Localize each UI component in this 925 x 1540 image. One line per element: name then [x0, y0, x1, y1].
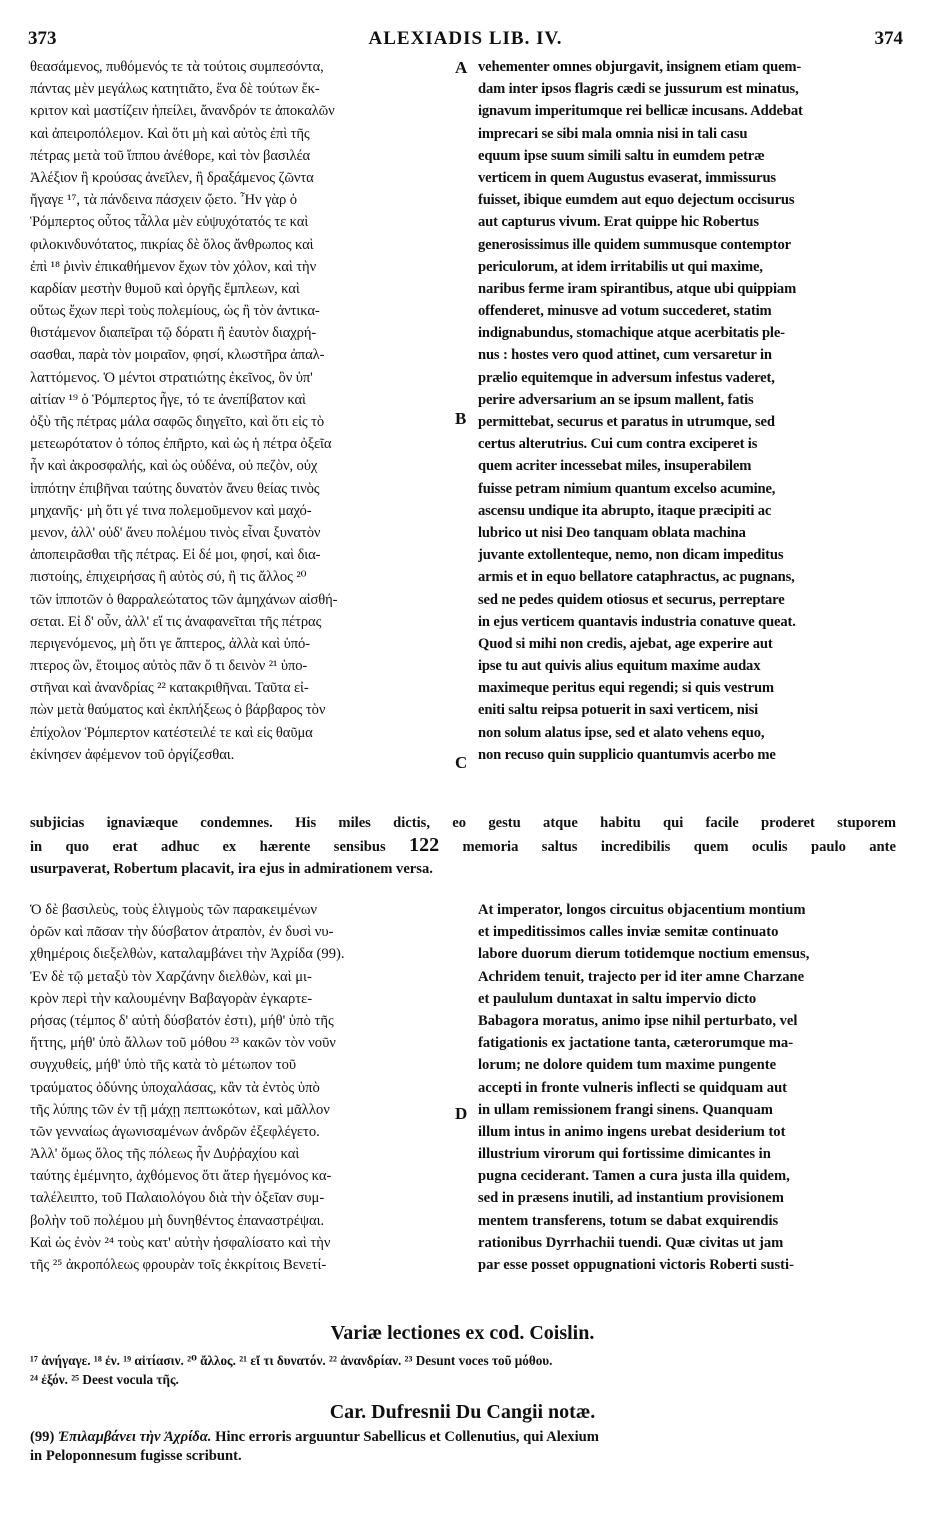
full-width-line-2: in quo erat adhuc ex hærente sensibus 122 memoria saltus incredibilis quem oculis paulo ante [30, 834, 896, 857]
greek-text-line: χθημέροις διεξελθὼν, καταλαμβάνει τὴν Ἀχρίδα (99). [30, 946, 345, 963]
latin-column-bottom [478, 899, 894, 1276]
note-lemma: Ἐπιλαμβάνει τὴν Ἀχρίδα. [57, 1429, 212, 1445]
latin-text-line: sed in præsens inutili, ad instantium provisionem [478, 1190, 784, 1207]
note-number: (99) [30, 1429, 55, 1445]
latin-text-line: ignavum imperitumque rei bellicæ incusans. Addebat [478, 103, 803, 120]
latin-text-line: permittebat, securus et paratus in utrumque, sed [478, 414, 775, 430]
greek-text-line: ἐκίνησεν ἀφέμενον τοῦ ὀργίζεσθαι. [30, 746, 235, 763]
margin-letter-d: D [455, 1104, 468, 1123]
latin-text-line: Achridem tenuit, trajecto per id iter amne Charzane [478, 968, 805, 985]
latin-text-line: par esse posset oppugnationi victoris Roberti susti- [478, 1257, 794, 1273]
running-title: ALEXIADIS LIB. IV. [368, 28, 563, 49]
latin-text-line: et paululum duntaxat in saltu impervio dicto [478, 990, 757, 1007]
latin-text-line: equum ipse suum simili saltu in eumdem petræ [478, 147, 765, 164]
note-99-line-2: in Peloponnesum fugisse scribunt. [30, 1448, 242, 1464]
latin-text-line: At imperator, longos circuitus objacentium montium [478, 902, 806, 918]
greek-text-line: σασθαι, παρὰ τὸν μοιραῖον, φησί, κλωστῆρα ἀπαλ- [30, 347, 325, 364]
latin-text-line: et impeditissimos calles inviæ semitæ continuato [478, 924, 779, 941]
greek-text-line: ἥττης, μήθ' ὑπὸ ἄλλων τοῦ μόθου ²³ κακῶν τὸν νοῦν [30, 1035, 336, 1052]
greek-text-line: φιλοκινδυνότατος, πικρίας δὲ ὅλος ἄνθρωπος καὶ [30, 236, 314, 253]
greek-text-line: μηχανῆς· μὴ ὅτι γέ τινα πολεμοῦμενον καὶ μαχό- [30, 502, 312, 519]
greek-text-line: τῶν ἱπποτῶν ὁ θαρραλεώτατος τῶν ἀμηχάνων αἰσθή- [30, 591, 338, 608]
greek-text-line: αἰτίαν ¹⁹ ὁ Ῥόμπερτος ἦγε, τό τε ἀνεπίβατον καὶ [30, 391, 306, 408]
greek-text-line: ἐπίχολον Ῥόμπερτον κατέστειλέ τε καὶ εἰς θαῦμα [30, 724, 313, 741]
latin-text-line: pugna ceciderant. Tamen a cura justa illa quidem, [478, 1168, 790, 1185]
latin-text-line: illustrium virorum qui fortissime dimicantes in [478, 1146, 771, 1163]
greek-column-top [30, 56, 462, 766]
greek-text-line: ἦν καὶ ἀκροσφαλής, καὶ ὡς οὐδένα, οὐ πεζὸν, οὐχ [30, 458, 318, 475]
latin-text-line: armis et in equo bellatore cataphractus, ac pugnans, [478, 569, 795, 586]
margin-letter-b: B [455, 409, 467, 428]
greek-text-line: ρήσας (τέμπος δ' αὐτὴ δύσβατόν ἐστι), μήθ' ὑπὸ τῆς [30, 1012, 334, 1029]
greek-text-line: ἤγαγε ¹⁷, τὰ πάνδεινα πάσχειν ᾤετο. Ἦν γὰρ ὁ [30, 192, 297, 209]
latin-text-line: perire adversarium an se ipsum mallent, fatis [478, 391, 754, 408]
greek-text-line: σεται. Εἰ δ' οὖν, ἀλλ' εἴ τις ἀναφανεῖται τῆς πέτρας [30, 613, 322, 630]
greek-text-line: Ἐν δὲ τῷ μεταξὺ τὸν Χαρζάνην διελθὼν, καὶ μι- [30, 968, 312, 985]
margin-letter-c: C [455, 753, 468, 772]
column-number: 122 [409, 834, 440, 857]
page-number-right: 374 [874, 28, 903, 49]
variae-line-2: ²⁴ ἐξόν. ²⁵ Deest vocula τῆς. [30, 1372, 179, 1387]
full-width-line-1: subjicias ignaviæque condemnes. His miles dictis, eo gestu atque habitu qui facile proderet stuporem [30, 815, 896, 831]
greek-text-line: Ἀλέξιον ἢ κρούσας ἀνεῖλεν, ἢ δραξάμενος ζῶντα [30, 169, 314, 186]
greek-text-line: τῶν γενναίως ἀγωνισαμένων ἀνδρῶν ἐξεφλέγετο. [30, 1123, 320, 1140]
latin-text-line: eniti saltu reipsa potuerit in saxi verticem, nisi [478, 702, 759, 719]
greek-text-line: πέτρας μετὰ τοῦ ἵππου ἀνέθορε, καὶ τὸν βασιλέα [30, 147, 311, 164]
greek-text-line: ταύτης ἐμέμνητο, ἀχθόμενος ὅτι ἄτερ ἡγεμόνος κα- [30, 1168, 332, 1185]
latin-text-line: lubrico ut nisi Deo tanquam oblata machina [478, 524, 746, 541]
greek-text-line: Ῥόμπερτος οὗτος τἆλλα μὲν εὐψυχότατός τε καὶ [30, 214, 309, 231]
latin-text-line: in ejus verticem quantavis industria conatuve queat. [478, 613, 796, 630]
greek-text-line: πάντας μὲν μεγάλως κατητιᾶτο, ἕνα δὲ τούτων ἔκ- [30, 81, 320, 98]
latin-text-line: illum intus in animo ingens urebat desiderium tot [478, 1123, 786, 1140]
latin-text-line: accepti in fronte vulneris inflecti se quidquam aut [478, 1079, 788, 1096]
greek-text-line: ἐπὶ ¹⁸ ῥινὶν ἐπικαθήμενον ἔχων τὸν χόλον, καὶ τὴν [30, 258, 317, 275]
latin-text-line: fatigationis ex jactatione tanta, cæterorumque ma- [478, 1035, 794, 1052]
latin-text-line: quem acriter incessebat miles, insuperabilem [478, 458, 752, 475]
latin-column-top [478, 56, 894, 766]
page-header [28, 28, 903, 54]
greek-text-line: ταλέλειπτο, τοῦ Παλαιολόγου διὰ τὴν ὀξεῖαν συμ- [30, 1190, 325, 1207]
greek-text-line: πτερος ὢν, ἕτοιμος αὐτὸς πᾶν ὅ τι δεινὸν ²¹ ὑπο- [30, 658, 308, 675]
greek-text-line: Ἀλλ' ὅμως ὅλος τῆς πόλεως ἦν Δυῤῥαχίου καὶ [30, 1146, 300, 1163]
greek-text-line: Καὶ ὡς ἐνὸν ²⁴ τοὺς κατ' αὐτὴν ἠσφαλίσατο καὶ τὴν [30, 1234, 331, 1251]
page-number-left: 373 [28, 28, 57, 49]
variae-line-1: ¹⁷ ἀνήγαγε. ¹⁸ ἐν. ¹⁹ αἰτίασιν. ²⁰ ἄλλος. ²¹ εἴ τι δυνατόν. ²² ἀνανδρίαν. ²³ Desunt voces τοῦ μόθου. [30, 1353, 553, 1368]
latin-text-line: mentem transferens, totum se dabat exquirendis [478, 1212, 779, 1229]
greek-text-line: καὶ ἀπειροπόλεμον. Καὶ ὅτι μὴ καὶ αὐτὸς ἐπὶ τῆς [30, 125, 310, 142]
full-width-paragraph [30, 812, 896, 881]
latin-text-line: ascensu undique ita abrupto, itaque præcipiti ac [478, 502, 772, 519]
latin-text-line: fuisset, ibique eumdem aut equo dejectum occisurus [478, 192, 795, 209]
greek-text-line: πὼν μετὰ θαύματος καὶ ἐκπλήξεως ὁ βάρβαρος τὸν [30, 702, 326, 719]
note-99-line-1 [30, 1427, 896, 1447]
greek-text-line: τραύματος ὀδύνης ὑποχαλάσας, κἂν τὰ ἐντὸς ὑπὸ [30, 1079, 320, 1096]
latin-text-line: Babagora moratus, animo ipse nihil perturbato, vel [478, 1012, 798, 1029]
latin-text-line: imprecari se sibi mala omnia nisi in tali casu [478, 125, 748, 142]
latin-text-line: prælio equitemque in adversum infestus vaderet, [478, 369, 775, 386]
greek-text-line: περιγενόμενος, μὴ ὅτι γε ἄπτερος, ἀλλὰ καὶ ὑπό- [30, 635, 310, 652]
latin-text-line: non solum alatus ipse, sed et alato vehens equo, [478, 724, 765, 741]
greek-text-line: συγχυθείς, μήθ' ὑπὸ τῆς κατὰ τὸ μέτωπον τοῦ [30, 1057, 297, 1074]
greek-text-line: ἱππότην ἐπιβῆναι ταύτης δυνατὸν ἄνευ θείας τινὸς [30, 480, 320, 497]
latin-text-line: lorum; ne dolore quidem tum maxime pungente [478, 1057, 777, 1074]
greek-text-line: λαττόμενος. Ὁ μέντοι στρατιώτης ἐκεῖνος, ὃν ὑπ' [30, 369, 313, 386]
variae-lectiones-title: Variæ lectiones ex cod. Coislin. [330, 1322, 595, 1344]
latin-text-line: certus alterutrius. Cui cum contra exciperet is [478, 436, 758, 453]
greek-text-line: ὀρῶν καὶ πᾶσαν τὴν δύσβατον ἀτραπὸν, ἐν δυσὶ νυ- [30, 924, 334, 941]
greek-text-line: ἀποπειρᾶσθαι τῆς πέτρας. Εἰ δέ μοι, φησί, καὶ δια- [30, 547, 321, 564]
greek-column-bottom [30, 899, 462, 1276]
greek-text-line: κρὸν περὶ τὴν καλουμένην Βαβαγορὰν ἐγκαρτε- [30, 990, 313, 1007]
latin-text-line: ipse tu aut quivis alius equitum maxime audax [478, 658, 761, 675]
latin-text-line: labore duorum dierum totidemque noctium emensus, [478, 946, 810, 963]
latin-text-line: periculorum, at idem irritabilis ut qui maxime, [478, 258, 763, 275]
full-width-line-3: usurpaverat, Robertum placavit, ira ejus in admirationem versa. [30, 861, 433, 878]
latin-text-line: nus : hostes vero quod attinet, cum versaretur in [478, 347, 772, 364]
note-text: Hinc erroris arguuntur Sabellicus et Collenutius, qui Alexium [215, 1429, 599, 1445]
latin-text-line: offenderet, minusve ad votum succederet, statim [478, 303, 772, 320]
latin-text-line: rationibus Dyrrhachii tuendi. Quæ civitas ut jam [478, 1234, 784, 1251]
margin-letter-a: A [455, 58, 468, 77]
greek-text-line: στῆναι καὶ ἀνανδρίας ²² κατακριθῆναι. Ταῦτα εἰ- [30, 680, 309, 697]
latin-text-line: indignabundus, stomachique atque acerbitatis ple- [478, 325, 785, 342]
latin-text-line: juvante extollenteque, nemo, non dicam impeditus [478, 547, 784, 564]
greek-text-line: κριτον καὶ μαστίζειν ἠπείλει, ἄνανδρόν τε ἀποκαλῶν [30, 103, 335, 120]
latin-text-line: naribus ferme iram spirantibus, atque ubi quippiam [478, 280, 797, 297]
greek-text-line: οὕτως ἔχων περὶ τοὺς πολεμίους, ὡς ἢ τὸν ἀντικα- [30, 303, 320, 320]
latin-text-line: maximeque peritus equi regendi; si quis vestrum [478, 680, 774, 697]
latin-text-line: dam inter ipsos flagris cædi se jussurum est minatus, [478, 81, 799, 98]
latin-text-line: vehementer omnes objurgavit, insignem etiam quem- [478, 59, 802, 75]
greek-text-line: μενον, ἀλλ' οὐδ' ἄνευ πολέμου τινὸς εἶναι ξυνατὸν [30, 524, 321, 541]
latin-text-line: sed ne pedes quidem otiosus et securus, perreptare [478, 591, 785, 608]
greek-text-line: ὀξὺ τῆς πέτρας μάλα σαφῶς διηγεῖτο, καὶ ὅτι εἰς τὸ [30, 414, 325, 430]
greek-text-line: βολὴν τοῦ πολέμου μὴ δυνηθέντος ἐπαναστρέψαι. [30, 1212, 325, 1229]
greek-text-line: πιστοίης, ἐπιχειρήσας ἢ αὐτὸς σύ, ἢ τις ἄλλος ²⁰ [30, 569, 307, 586]
latin-text-line: aut capturus vivum. Erat quippe hic Robertus [478, 214, 759, 231]
latin-text-line: generosissimus ille quidem summusque contemptor [478, 236, 791, 253]
latin-text-line: verticem in quem Augustus evaserat, immissurus [478, 169, 776, 186]
latin-text-line: Quod si mihi non credis, ajebat, age experire aut [478, 635, 773, 652]
latin-text-line: non recuso quin supplicio quantumvis acerbo me [478, 746, 776, 763]
greek-text-line: Ὁ δὲ βασιλεὺς, τοὺς ἑλιγμοὺς τῶν παρακειμένων [30, 902, 318, 918]
greek-text-line: τῆς λύπης τῶν ἐν τῇ μάχῃ πεπτωκότων, καὶ μᾶλλον [30, 1101, 330, 1118]
greek-text-line: μετεωρότατον ὁ τόπος ἐπῆρτο, καὶ ὡς ἡ πέτρα ὀξεῖα [30, 436, 332, 453]
latin-text-line: in ullam remissionem frangi sinens. Quanquam [478, 1101, 773, 1118]
greek-text-line: θιστάμενον διαπεῖραι τῷ δόρατι ἢ ἑαυτὸν διαχρή- [30, 325, 317, 342]
latin-text-line: fuisse petram nimium quantum excelso acumine, [478, 480, 776, 497]
notae-title: Car. Dufresnii Du Cangii notæ. [329, 1401, 596, 1423]
greek-text-line: τῆς ²⁵ ἀκροπόλεως φρουρὰν τοῖς ἐκκρίτοις Βενετί- [30, 1257, 327, 1273]
greek-text-line: θεασάμενος, πυθόμενός τε τὰ τούτοις συμπεσόντα, [30, 59, 324, 75]
greek-text-line: καρδίαν μεστὴν θυμοῦ καὶ ὀργῆς ἔμπλεων, καὶ [30, 280, 300, 297]
